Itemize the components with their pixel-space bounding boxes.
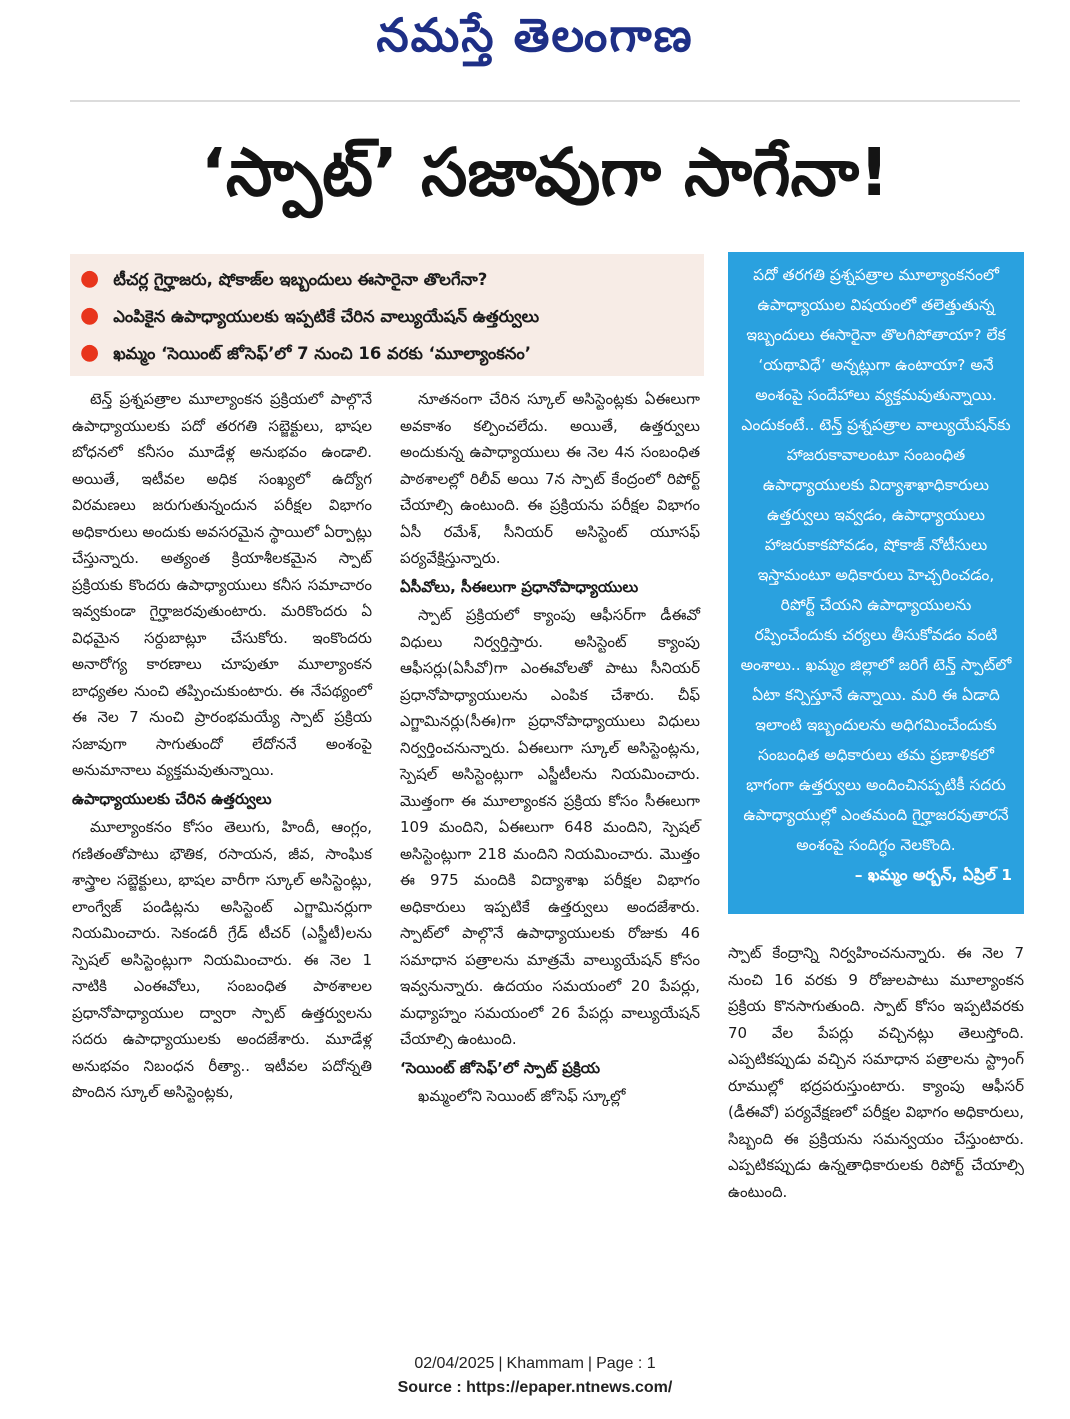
subheading: ఉపాధ్యాయులకు చేరిన ఉత్తర్వులు	[72, 789, 272, 808]
footer-page: Page : 1	[596, 1355, 656, 1372]
intro-text: పదో తరగతి ప్రశ్నపత్రాల మూల్యాంకనంలో ఉపాధ్యాయుల విషయంలో తలెత్తుతున్న ఇబ్బందులు ఈసారైనా తొలగిపోతాయా? లేక ‘యథావిధే’ అన్నట్లుగా ఉంటాయా? అనే అంశంపై సందేహాలు వ్యక్తమవుతున్నాయి. ఎందుకంటే.. టెన్త్ ప్రశ్నపత్రాల వాల్యుయేషన్‌కు హాజరుకావాలంటూ సంబంధిత ఉపాధ్యాయులకు విద్యాశాఖాధికారులు ఉత్తర్వులు ఇవ్వడం, ఉపాధ్యాయులు హాజరుకాకపోవడం, షోకాజ్ నోటీసులు ఇస్తామంటూ అధికారులు హెచ్చరించడం, రిపోర్ట్ చేయని ఉపాధ్యాయులను రప్పించేందుకు చర్యలు తీసుకోవడం వంటి అంశాలు.. ఖమ్మం జిల్లాలో జరిగే టెన్త్ స్పాట్‌లో ఏటా కన్పిస్తూనే ఉన్నాయి. మరి ఈ ఏడాది ఇలాంటి ఇబ్బందులను అధిగమించేందుకు సంబంధిత అధికారులు తమ ప్రణాళికలో భాగంగా ఉత్తర్వులు అందించినప్పటికీ సదరు ఉపాధ్యాయుల్లో ఎంతమంది గైర్హాజరవుతారనే అంశంపై సందిగ్ధం నెలకొంది.	[740, 266, 1012, 854]
headline: ‘స్పాట్’ సజావుగా సాగేనా!	[200, 134, 890, 211]
source-link[interactable]: https://epaper.ntnews.com/	[466, 1379, 673, 1396]
paragraph: స్పాట్ ప్రక్రియలో క్యాంపు ఆఫీసర్‌గా డీఈవో విధులు నిర్వర్తిస్తారు. అసిస్టెంట్ క్యాంపు ఆఫీసర్లు(ఏసీవో)గా ఎంఈవోలతో పాటు సీనియర్ ప్రధానోపాధ్యాయులను ఎంపిక చేశారు. చీఫ్ ఎగ్జామినర్లు(సీఈ)గా ప్రధానోపాధ్యాయులు విధులు నిర్వర్తించనున్నారు. ఏఈలుగా స్కూల్ అసిస్టెంట్లను, స్పెషల్ అసిస్టెంట్లుగా ఎస్జీటీలను నియమించారు. మొత్తంగా ఈ మూల్యాంకన ప్రక్రియ కోసం సీఈలుగా 109 మందిని, ఏఈలుగా 648 మందిని, స్పెషల్ అసిస్టెంట్లుగా 218 మందిని నియమించారు. మొత్తం ఈ 975 మందికి విద్యాశాఖ పరీక్షల విభాగం అధికారులు ఇప్పటికే ఉత్తర్వులు అందజేశారు. స్పాట్‌లో పాల్గొనే ఉపాధ్యాయులకు రోజుకు 46 సమాధాన పత్రాలను మాత్రమే వాల్యుయేషన్ కోసం ఇవ్వనున్నారు. ఉదయం సమయంలో 20 పేపర్లు, మధ్యాహ్నం సమయంలో 26 పేపర్లు వాల్యుయేషన్ చేయాల్సి ఉంటుంది.	[400, 606, 700, 1048]
subheading: ఏసీవోలు, సీఈలుగా ప్రధానోపాధ్యాయులు	[400, 577, 639, 596]
paragraph: మూల్యాంకనం కోసం తెలుగు, హిందీ, ఆంగ్లం, గణితంతోపాటు భౌతిక, రసాయన, జీవ, సాంఘిక శాస్త్రాల సబ్జెక్టులు, భాషల వారీగా స్కూల్ అసిస్టెంట్లు, లాంగ్వేజ్ పండిట్లను అసిస్టెంట్ ఎగ్జామినర్లుగా నియమించారు. సెకండరీ గ్రేడ్ టీచర్ (ఎస్జీటీ)లను స్పెషల్ అసిస్టెంట్లుగా నియమించారు. ఈ నెల 1 నాటికి ఎంఈవోలు, సంబంధిత పాఠశాలల ప్రధానోపాధ్యాయుల ద్వారా స్పాట్ ఉత్తర్వులను సదరు ఉపాధ్యాయులకు అందజేశారు. మూడేళ్ల అనుభవం నిబంధన రీత్యా.. ఇటీవల పదోన్నతి పొందిన స్కూల్ అసిస్టెంట్లకు,	[72, 818, 372, 1101]
bullet-item: ● ఖమ్మం ‘సెయింట్ జోసెఫ్’లో 7 నుంచి 16 వరకు ‘మూల్యాంకనం’	[80, 340, 532, 365]
article-column-1	[72, 386, 372, 1106]
bullet-item: ● ఎంపికైన ఉపాధ్యాయులకు ఇప్పటికే చేరిన వాల్యుయేషన్ ఉత్తర్వులు	[80, 303, 540, 328]
bullet-item: ● టీచర్ల గైర్హాజరు, షోకాజ్‌ల ఇబ్బందులు ఈసారైనా తొలగేనా?	[80, 266, 488, 291]
bullet-icon: ●	[80, 340, 100, 365]
intro-box	[728, 252, 1024, 914]
paragraph: ఖమ్మంలోని సెయింట్ జోసెఫ్ స్కూల్లో	[418, 1087, 626, 1105]
article-column-3	[728, 940, 1024, 1205]
paragraph: నూతనంగా చేరిన స్కూల్ అసిస్టెంట్లకు ఏఈలుగా అవకాశం కల్పించలేదు. అయితే, ఉత్తర్వులు అందుకున్న ఉపాధ్యాయులు ఈ నెల 4న సంబంధిత పాఠశాలల్లో రిలీవ్ అయి 7న స్పాట్ కేంద్రంలో రిపోర్ట్ చేయాల్సి ఉంటుంది. ఈ ప్రక్రియను పరీక్షల విభాగం ఏసీ రమేశ్, సీనియర్ అసిస్టెంట్ యూసఫ్ పర్యవేక్షిస్తున్నారు.	[400, 390, 700, 567]
bullet-icon: ●	[80, 266, 100, 291]
bullet-points-box	[70, 254, 704, 376]
header-divider	[70, 100, 1020, 102]
footer-meta: 02/04/2025 | Khammam | Page : 1	[414, 1355, 656, 1372]
article-column-2	[400, 386, 700, 1110]
footer	[0, 1352, 1070, 1400]
masthead-logo: నమస్తే తెలంగాణ	[376, 8, 694, 62]
bullet-icon: ●	[80, 303, 100, 328]
paragraph: స్పాట్ కేంద్రాన్ని నిర్వహించనున్నారు. ఈ నెల 7 నుంచి 16 వరకు 9 రోజులపాటు మూల్యాంకన ప్రక్రియ కొనసాగుతుంది. స్పాట్ కోసం ఇప్పటివరకు 70 వేల పేపర్లు వచ్చినట్లు తెలుస్తోంది. ఎప్పటికప్పుడు వచ్చిన సమాధాన పత్రాలను స్ట్రాంగ్ రూముల్లో భద్రపరుస్తుంటారు. క్యాంపు ఆఫీసర్ (డీఈవో) పర్యవేక్షణలో పరీక్షల విభాగం అధికారులు, సిబ్బంది ఈ ప్రక్రియను సమన్వయం చేస్తుంటారు. ఎప్పటికప్పుడు ఉన్నతాధికారులకు రిపోర్ట్ చేయాల్సి ఉంటుంది.	[728, 944, 1024, 1201]
footer-city: Khammam	[506, 1355, 584, 1372]
dateline: – ఖమ్మం అర్బన్, ఏప్రిల్ 1	[854, 866, 1012, 884]
footer-source: Source : https://epaper.ntnews.com/	[397, 1379, 673, 1396]
subheading: ‘సెయింట్ జోసెఫ్’లో స్పాట్ ప్రక్రియ	[400, 1058, 601, 1077]
footer-date: 02/04/2025	[414, 1355, 495, 1372]
paragraph: టెన్త్ ప్రశ్నపత్రాల మూల్యాంకన ప్రక్రియలో పాల్గొనే ఉపాధ్యాయులకు పదో తరగతి సబ్జెక్టులు, భాషల బోధనలో కనీసం మూడేళ్ల అనుభవం ఉండాలి. అయితే, ఇటీవల అధిక సంఖ్యలో ఉద్యోగ విరమణలు జరుగుతున్నందున పరీక్షల విభాగం అధికారులు అందుకు అవసరమైన స్థాయిలో ఏర్పాట్లు చేస్తున్నారు. అత్యంత క్రియాశీలకమైన స్పాట్ ప్రక్రియకు కొందరు ఉపాధ్యాయులు కనీస సమాచారం ఇవ్వకుండా గైర్హాజరవుతుంటారు. మరికొందరు ఏ విధమైన సర్దుబాట్లూ చేసుకోరు. ఇంకొందరు అనారోగ్య కారణాలు చూపుతూ మూల్యాంకన బాధ్యతల నుంచి తప్పించుకుంటారు. ఈ నేపథ్యంలో ఈ నెల 7 నుంచి ప్రారంభమయ్యే స్పాట్ ప్రక్రియ సజావుగా సాగుతుందో లేదోననే అంశంపై అనుమానాలు వ్యక్తమవుతున్నాయి.	[72, 390, 372, 779]
